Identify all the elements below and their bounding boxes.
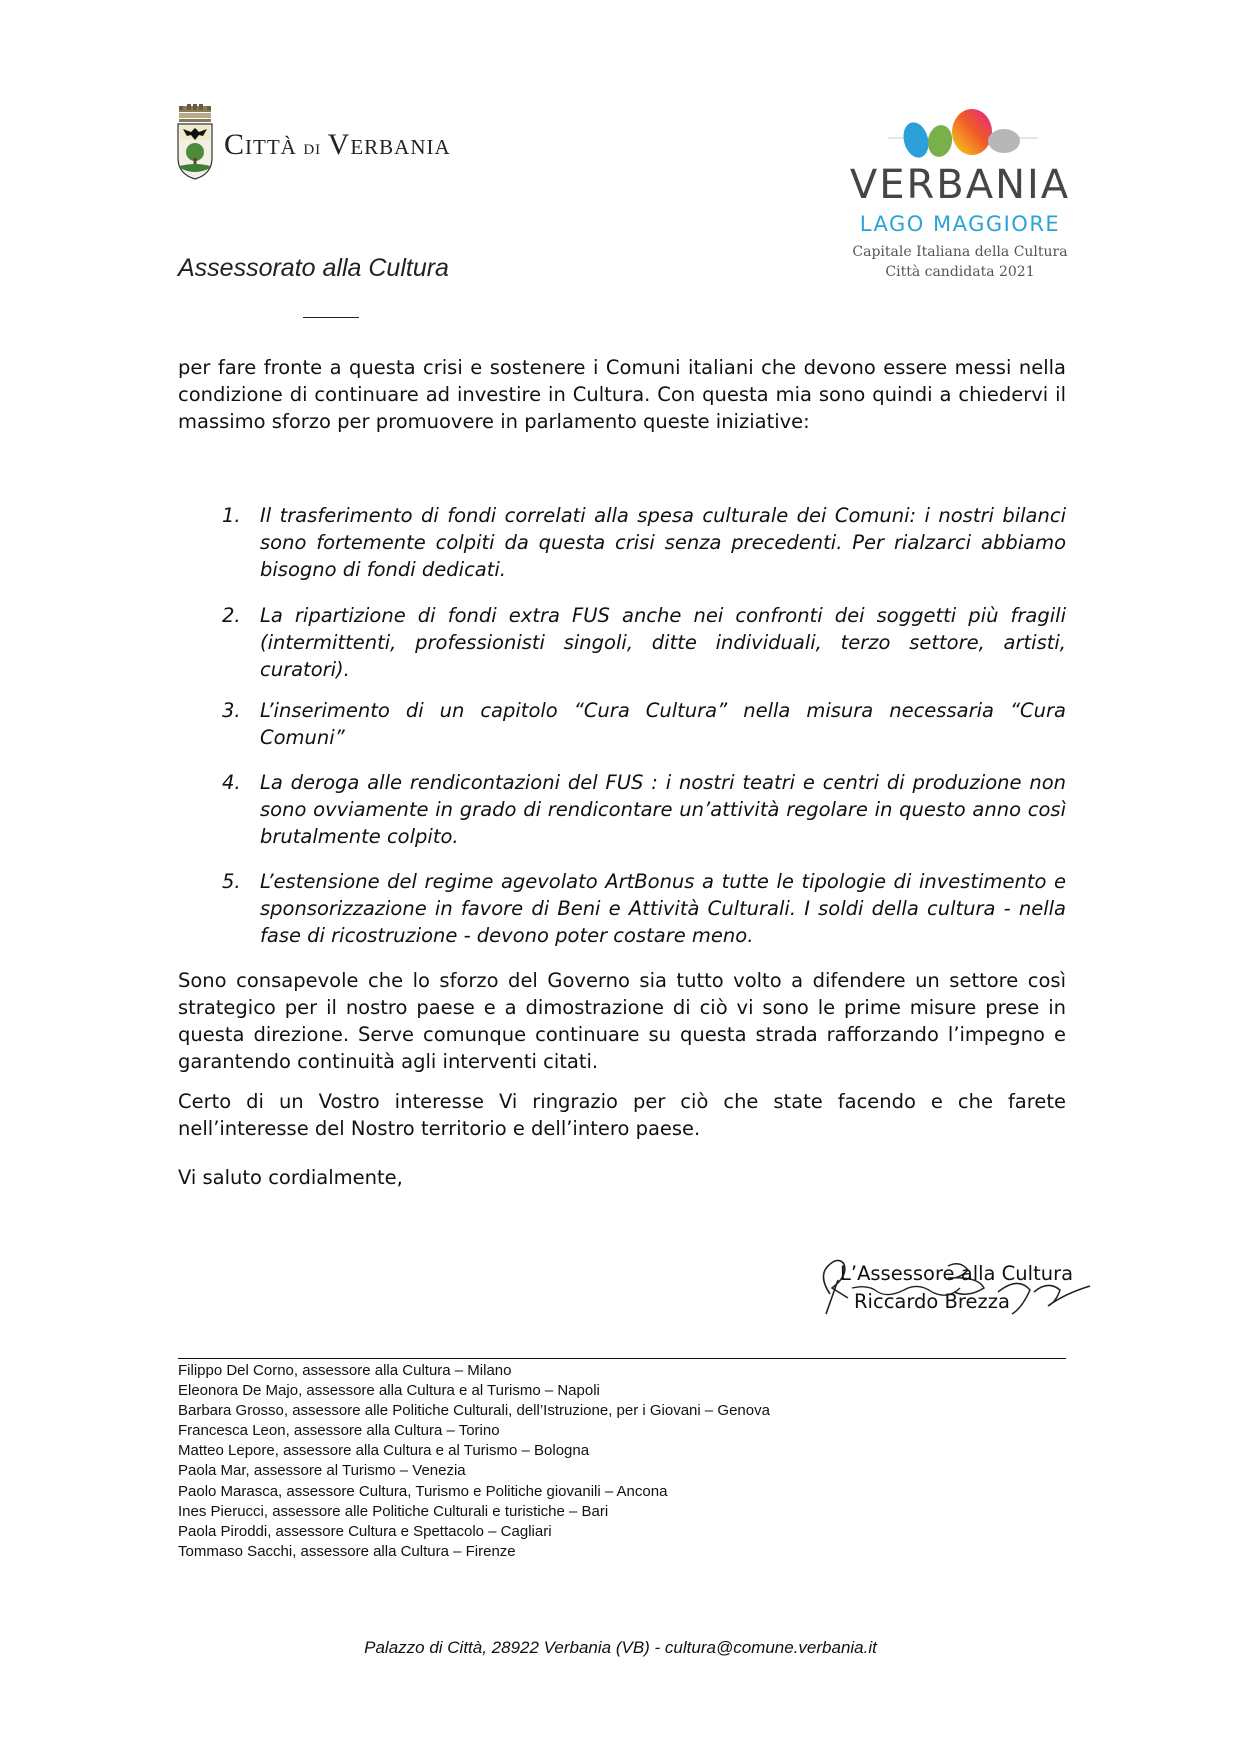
recipients-divider (178, 1358, 1066, 1359)
city-word-citta: Città (224, 128, 297, 161)
greeting: Vi saluto cordialmente, (178, 1166, 403, 1189)
logo-caption-line1: Capitale Italiana della Cultura (852, 244, 1068, 260)
city-word-di: di (303, 134, 322, 159)
list-item-number: 2. (222, 604, 241, 627)
recipient: Paolo Marasca, assessore Cultura, Turismo e Politiche giovanili – Ancona (178, 1482, 668, 1500)
intro-paragraph: per fare fronte a questa crisi e sostenere i Comuni italiani che devono essere messi nella condizione di continuare ad investire in Cultura. Con questa mia sono quindi a chiedervi il massimo sforzo per promuovere in parlamento queste iniziative: (178, 356, 1066, 433)
logo-caption-line2: Città candidata 2021 (885, 264, 1035, 280)
list-item-text: L’estensione del regime agevolato ArtBonus a tutte le tipologie di investimento e sponsorizzazione in favore di Beni e Attività Culturali. I soldi della cultura - nella fase di ricostruzione - devono poter costare meno. (260, 870, 1066, 947)
recipient: Ines Pierucci, assessore alle Politiche Culturali e turistiche – Bari (178, 1502, 609, 1520)
department-divider (303, 317, 359, 318)
city-word-verbania: Verbania (327, 128, 451, 161)
recipient: Francesca Leon, assessore alla Cultura – Torino (178, 1422, 500, 1440)
logo-subtitle: LAGO MAGGIORE (859, 212, 1061, 236)
recipient: Eleonora De Majo, assessore alla Cultura e al Turismo – Napoli (178, 1382, 600, 1400)
verbania-crest-icon (176, 104, 214, 180)
city-name (224, 128, 451, 162)
signature-role: L’Assessore alla Cultura (840, 1262, 1074, 1285)
list-item-number: 3. (222, 699, 241, 722)
list-item-text: Il trasferimento di fondi correlati alla spesa culturale dei Comuni: i nostri bilanci sono fortemente colpiti da questa crisi senza precedenti. Per rialzarci abbiamo bisogno di fondi dedicati. (260, 504, 1066, 581)
recipient: Paola Piroddi, assessore Cultura e Spettacolo – Cagliari (178, 1522, 552, 1540)
list-item-text: La ripartizione di fondi extra FUS anche nei confronti dei soggetti più fragili (intermittenti, professionisti singoli, ditte individuali, terzo settore, artisti, curatori). (260, 604, 1066, 681)
recipient: Paola Mar, assessore al Turismo – Venezia (178, 1462, 466, 1480)
recipient: Matteo Lepore, assessore alla Cultura e al Turismo – Bologna (178, 1442, 590, 1460)
recipient: Barbara Grosso, assessore alle Politiche Culturali, dell’Istruzione, per i Giovani – Genova (178, 1402, 770, 1420)
recipient: Tommaso Sacchi, assessore alla Cultura – Firenze (178, 1542, 516, 1560)
colored-stones-icon (888, 108, 1038, 160)
recipient: Filippo Del Corno, assessore alla Cultura – Milano (178, 1362, 512, 1379)
list-item-text: La deroga alle rendicontazioni del FUS : i nostri teatri e centri di produzione non sono ovviamente in grado di rendicontare un’attività regolare in questo anno così brutalmente colpito. (260, 771, 1066, 848)
list-item-number: 1. (222, 504, 241, 527)
closing-paragraph-2: Certo di un Vostro interesse Vi ringrazio per ciò che state facendo e che farete nell’interesse del Nostro territorio e dell’intero paese. (178, 1090, 1066, 1140)
verbania-lago-maggiore-logo (830, 108, 1090, 288)
list-item-number: 4. (222, 771, 241, 794)
logo-title: VERBANIA (849, 162, 1071, 208)
footer-address: Palazzo di Città, 28922 Verbania (VB) - cultura@comune.verbania.it (364, 1638, 877, 1657)
list-item-text: L’inserimento di un capitolo “Cura Cultura” nella misura necessaria “Cura Comuni” (260, 699, 1066, 749)
department-title: Assessorato alla Cultura (178, 254, 449, 282)
recipients-list (178, 1361, 1066, 1562)
list-item-number: 5. (222, 870, 241, 893)
signature-name: Riccardo Brezza (854, 1290, 1010, 1313)
closing-paragraph-1: Sono consapevole che lo sforzo del Governo sia tutto volto a difendere un settore così strategico per il nostro paese e a dimostrazione di ciò vi sono le prime misure prese in questa direzione. Serve comunque continuare su questa strada rafforzando l’impegno e garantendo continuità agli interventi citati. (178, 969, 1066, 1073)
